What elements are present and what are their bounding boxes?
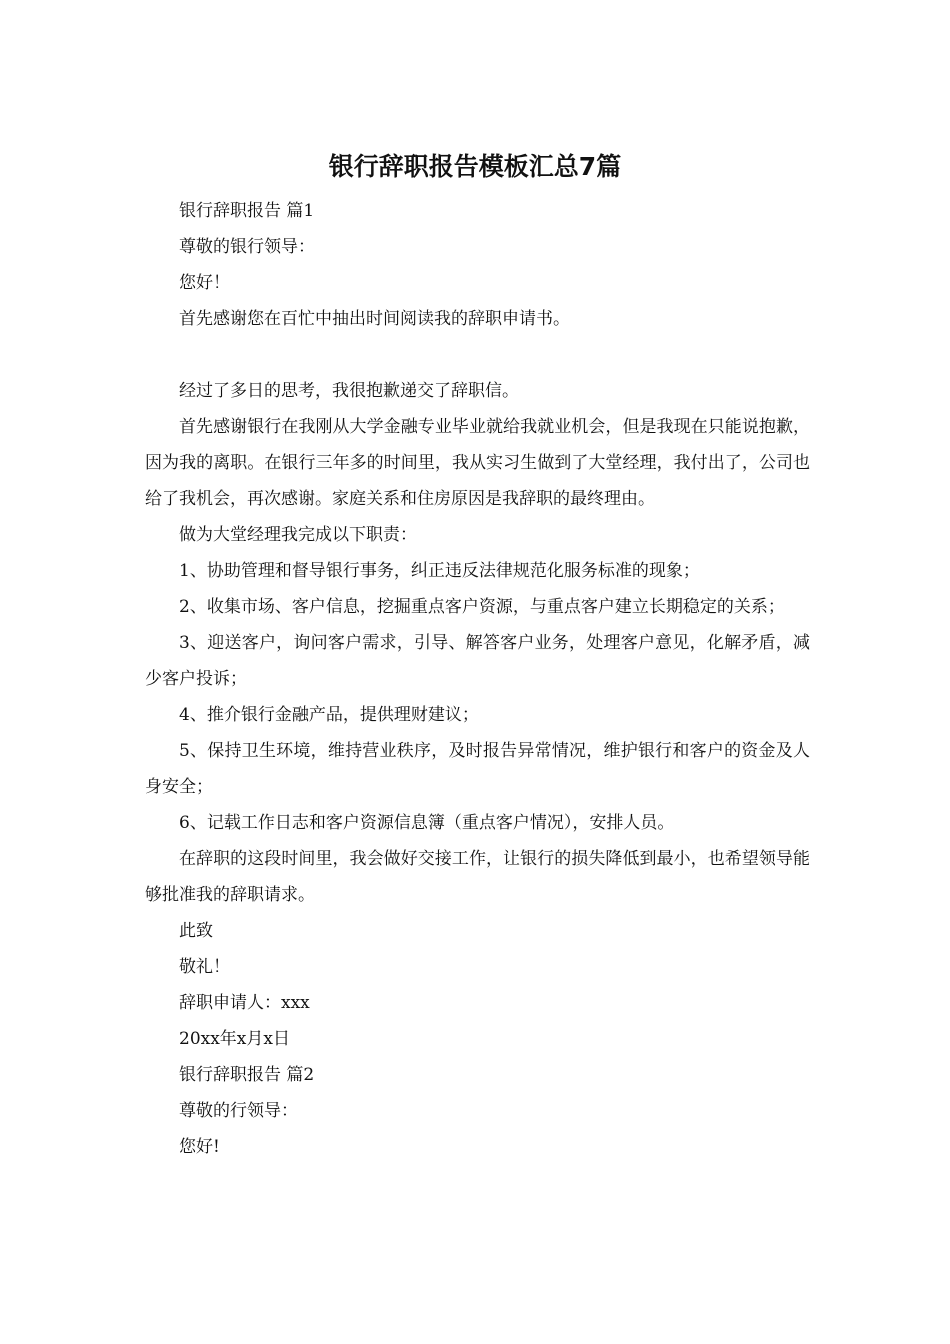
signature-line: 辞职申请人：xxx [179,993,310,1013]
paragraph: 在辞职的这段时间里，我会做好交接工作，让银行的损失降低到最小，也希望领导能够批准我的辞职请求。 [145,849,810,905]
duty-item: 5、保持卫生环境，维持营业秩序，及时报告异常情况，维护银行和客户的资金及人身安全； [145,741,810,797]
duty-item: 1、协助管理和督导银行事务，纠正违反法律规范化服务标准的现象； [179,561,700,581]
closing-salute: 敬礼！ [179,957,230,977]
closing: 此致 [179,921,213,941]
paragraph: 做为大堂经理我完成以下职责： [179,525,417,545]
document-body [145,193,810,1165]
paragraph: 首先感谢银行在我刚从大学金融专业毕业就给我就业机会，但是我现在只能说抱歉，因为我的离职。在银行三年多的时间里，我从实习生做到了大堂经理，我付出了，公司也给了我机会，再次感谢。家庭关系和住房原因是我辞职的最终理由。 [145,417,810,509]
blank-line [145,337,810,373]
duty-item: 3、迎送客户，询问客户需求，引导、解答客户业务，处理客户意见，化解矛盾，减少客户投诉； [145,633,810,689]
salutation: 尊敬的行领导： [179,1101,298,1121]
date-line: 20xx年x月x日 [179,1029,290,1049]
duty-item: 2、收集市场、客户信息，挖掘重点客户资源，与重点客户建立长期稳定的关系； [179,597,785,617]
duty-item: 4、推介银行金融产品，提供理财建议； [179,705,479,725]
paragraph: 经过了多日的思考，我很抱歉递交了辞职信。 [179,381,519,401]
duty-item: 6、记载工作日志和客户资源信息簿（重点客户情况），安排人员。 [179,813,675,833]
salutation: 尊敬的银行领导： [179,237,315,257]
section-heading-1: 银行辞职报告 篇1 [179,201,315,221]
greeting: 您好! [179,1137,220,1157]
greeting: 您好！ [179,273,230,293]
paragraph: 首先感谢您在百忙中抽出时间阅读我的辞职申请书。 [179,309,570,329]
document-title: 银行辞职报告模板汇总7篇 [328,152,622,181]
section-heading-2: 银行辞职报告 篇2 [179,1065,315,1085]
